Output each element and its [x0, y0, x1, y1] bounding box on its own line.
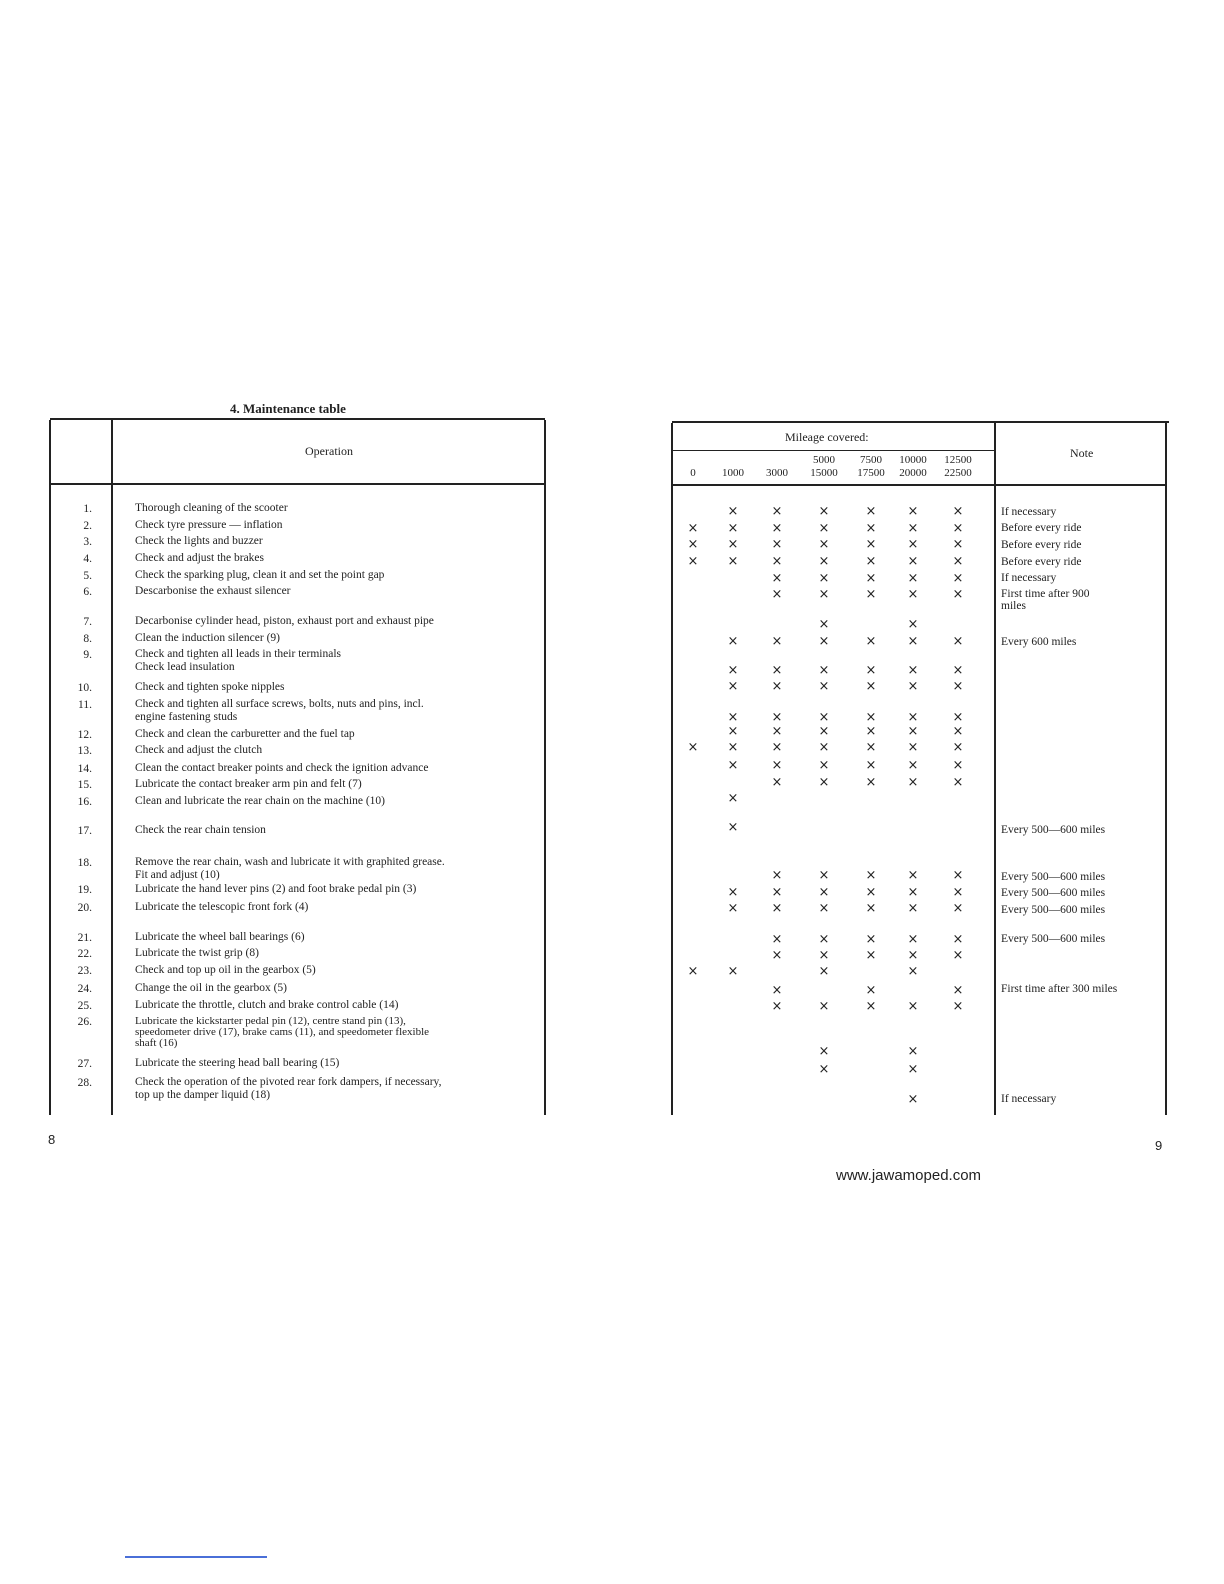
maintenance-mark: × — [865, 983, 877, 998]
maintenance-mark: × — [818, 932, 830, 947]
maintenance-mark: × — [952, 901, 964, 916]
left-right-border — [544, 420, 546, 1115]
maintenance-mark: × — [952, 740, 964, 755]
maintenance-mark: × — [865, 504, 877, 519]
maintenance-mark: × — [771, 571, 783, 586]
row-note: If necessary — [1001, 506, 1057, 518]
operation-number: 17. — [77, 825, 92, 837]
maintenance-mark: × — [865, 885, 877, 900]
maintenance-mark: × — [907, 901, 919, 916]
row-note: If necessary — [1001, 1093, 1057, 1105]
row-note: Every 500—600 miles — [1001, 933, 1106, 945]
maintenance-mark: × — [952, 521, 964, 536]
maintenance-mark: × — [865, 948, 877, 963]
mileage-header: Mileage covered: — [785, 430, 869, 444]
operation-text: Remove the rear chain, wash and lubricate it with graphited grease. — [135, 856, 445, 868]
operation-text: top up the damper liquid (18) — [135, 1088, 271, 1101]
operation-text: Lubricate the kickstarter pedal pin (12), centre stand pin (13), — [135, 1015, 406, 1027]
maintenance-mark: × — [952, 587, 964, 602]
right-right-border — [1165, 423, 1167, 1115]
maintenance-mark: × — [865, 710, 877, 725]
row-note: Before every ride — [1001, 522, 1082, 534]
operation-number: 6. — [83, 586, 92, 598]
maintenance-mark: × — [865, 587, 877, 602]
operation-number: 22. — [77, 948, 92, 960]
operation-number: 9. — [83, 649, 92, 661]
operation-text: Check the sparking plug, clean it and set the point gap — [135, 569, 385, 581]
left-num-divider — [111, 420, 113, 1115]
maintenance-mark: × — [952, 775, 964, 790]
maintenance-mark: × — [907, 948, 919, 963]
operation-number: 1. — [83, 503, 92, 515]
left-header-rule — [50, 483, 545, 485]
maintenance-mark: × — [687, 740, 699, 755]
page-number-right: 9 — [1155, 1138, 1163, 1153]
row-note: Before every ride — [1001, 539, 1082, 551]
mileage-column-bottom: 3000 — [766, 467, 788, 479]
mileage-column-top: 5000 — [813, 454, 835, 466]
operation-number: 13. — [77, 745, 92, 757]
operation-number: 26. — [77, 1016, 92, 1028]
maintenance-mark: × — [818, 964, 830, 979]
operation-text: Clean the induction silencer (9) — [135, 632, 280, 644]
operation-number: 5. — [83, 570, 92, 582]
maintenance-mark: × — [727, 740, 739, 755]
operation-text: Descarbonise the exhaust silencer — [135, 585, 291, 597]
maintenance-mark: × — [865, 758, 877, 773]
maintenance-mark: × — [865, 740, 877, 755]
maintenance-mark: × — [818, 634, 830, 649]
mileage-column-top: 10000 — [899, 454, 927, 466]
maintenance-mark: × — [907, 775, 919, 790]
operation-number: 8. — [83, 633, 92, 645]
website-link[interactable]: www.jawamoped.com — [836, 1167, 982, 1184]
maintenance-mark: × — [771, 983, 783, 998]
maintenance-mark: × — [818, 617, 830, 632]
operation-number: 11. — [78, 699, 92, 711]
operation-header: Operation — [305, 444, 353, 458]
operation-text: Lubricate the twist grip (8) — [135, 947, 259, 959]
row-note: Every 500—600 miles — [1001, 824, 1106, 836]
maintenance-mark: × — [727, 820, 739, 835]
maintenance-mark: × — [771, 775, 783, 790]
note-divider — [994, 423, 996, 1115]
maintenance-mark: × — [818, 504, 830, 519]
maintenance-mark: × — [907, 1092, 919, 1107]
maintenance-mark: × — [818, 724, 830, 739]
maintenance-mark: × — [952, 948, 964, 963]
operation-text: Lubricate the hand lever pins (2) and foot brake pedal pin (3) — [135, 883, 417, 895]
maintenance-mark: × — [907, 571, 919, 586]
operation-text: Check the rear chain tension — [135, 824, 266, 836]
right-header-rule — [672, 484, 1167, 486]
maintenance-mark: × — [907, 679, 919, 694]
right-top-rule — [672, 421, 1169, 423]
maintenance-mark: × — [771, 663, 783, 678]
note-header: Note — [1070, 446, 1094, 460]
operation-text: Check and tighten all leads in their terminals — [135, 648, 341, 660]
maintenance-mark: × — [727, 964, 739, 979]
maintenance-mark: × — [907, 932, 919, 947]
maintenance-mark: × — [771, 554, 783, 569]
maintenance-mark: × — [907, 868, 919, 883]
maintenance-mark: × — [952, 932, 964, 947]
operation-text: engine fastening studs — [135, 710, 238, 723]
operation-number: 24. — [77, 983, 92, 995]
maintenance-mark: × — [771, 587, 783, 602]
maintenance-mark: × — [727, 663, 739, 678]
operation-text: Check and adjust the clutch — [135, 744, 263, 756]
maintenance-mark: × — [818, 901, 830, 916]
maintenance-mark: × — [865, 663, 877, 678]
maintenance-mark: × — [952, 710, 964, 725]
mileage-column-bottom: 15000 — [810, 467, 838, 479]
maintenance-mark: × — [952, 758, 964, 773]
maintenance-mark: × — [907, 964, 919, 979]
maintenance-mark: × — [952, 634, 964, 649]
maintenance-mark: × — [818, 775, 830, 790]
maintenance-mark: × — [771, 868, 783, 883]
operation-number: 12. — [77, 729, 92, 741]
maintenance-mark: × — [907, 634, 919, 649]
row-note: If necessary — [1001, 572, 1057, 584]
maintenance-mark: × — [907, 663, 919, 678]
operation-text: speedometer drive (17), brake cams (11), and speedometer flexible — [135, 1026, 430, 1038]
maintenance-mark: × — [771, 634, 783, 649]
maintenance-mark: × — [818, 587, 830, 602]
row-note: miles — [1001, 600, 1026, 612]
operation-text: Lubricate the telescopic front fork (4) — [135, 901, 309, 913]
maintenance-mark: × — [907, 724, 919, 739]
operation-text: Check tyre pressure — inflation — [135, 519, 283, 531]
operation-text: Clean and lubricate the rear chain on the machine (10) — [135, 795, 386, 807]
maintenance-mark: × — [865, 775, 877, 790]
maintenance-mark: × — [907, 504, 919, 519]
maintenance-mark: × — [907, 554, 919, 569]
maintenance-mark: × — [771, 758, 783, 773]
right-left-border — [671, 423, 673, 1115]
maintenance-mark: × — [907, 537, 919, 552]
operation-text: Check and adjust the brakes — [135, 552, 265, 564]
maintenance-mark: × — [952, 571, 964, 586]
mileage-column-bottom: 20000 — [899, 467, 927, 479]
maintenance-mark: × — [865, 537, 877, 552]
operation-number: 7. — [83, 616, 92, 628]
maintenance-mark: × — [771, 537, 783, 552]
maintenance-mark: × — [727, 758, 739, 773]
maintenance-mark: × — [865, 724, 877, 739]
operation-text: Lubricate the contact breaker arm pin and felt (7) — [135, 778, 362, 790]
row-note: Before every ride — [1001, 556, 1082, 568]
operation-text: Lubricate the throttle, clutch and brake control cable (14) — [135, 999, 399, 1011]
table-title: 4. Maintenance table — [230, 401, 346, 416]
maintenance-mark: × — [771, 710, 783, 725]
operation-text: Lubricate the wheel ball bearings (6) — [135, 931, 305, 943]
maintenance-mark: × — [865, 901, 877, 916]
maintenance-mark: × — [771, 932, 783, 947]
maintenance-mark: × — [771, 885, 783, 900]
maintenance-mark: × — [727, 885, 739, 900]
operation-number: 21. — [77, 932, 92, 944]
maintenance-mark: × — [865, 521, 877, 536]
operation-text: Check and tighten all surface screws, bolts, nuts and pins, incl. — [135, 698, 424, 710]
mileage-column-bottom: 17500 — [857, 467, 885, 479]
operation-text: Check lead insulation — [135, 660, 235, 673]
maintenance-mark: × — [727, 724, 739, 739]
maintenance-mark: × — [687, 554, 699, 569]
mileage-column-top: 12500 — [944, 454, 972, 466]
operation-number: 16. — [77, 796, 92, 808]
maintenance-mark: × — [818, 999, 830, 1014]
maintenance-mark: × — [687, 964, 699, 979]
maintenance-mark: × — [818, 554, 830, 569]
maintenance-mark: × — [952, 983, 964, 998]
operation-number: 14. — [77, 763, 92, 775]
mileage-column-top: 7500 — [860, 454, 882, 466]
operation-text: Clean the contact breaker points and check the ignition advance — [135, 762, 429, 774]
maintenance-mark: × — [727, 710, 739, 725]
maintenance-mark: × — [818, 1062, 830, 1077]
operation-number: 3. — [83, 536, 92, 548]
maintenance-mark: × — [818, 758, 830, 773]
maintenance-mark: × — [865, 679, 877, 694]
operation-text: Fit and adjust (10) — [135, 868, 220, 881]
maintenance-mark: × — [952, 554, 964, 569]
mileage-subrule — [672, 450, 994, 451]
operation-number: 2. — [83, 520, 92, 532]
maintenance-mark: × — [818, 948, 830, 963]
maintenance-mark: × — [865, 634, 877, 649]
maintenance-mark: × — [907, 1062, 919, 1077]
operation-number: 25. — [77, 1000, 92, 1012]
maintenance-mark: × — [818, 663, 830, 678]
maintenance-mark: × — [818, 1044, 830, 1059]
maintenance-mark: × — [727, 504, 739, 519]
maintenance-mark: × — [818, 740, 830, 755]
mileage-column-bottom: 1000 — [722, 467, 744, 479]
maintenance-mark: × — [818, 521, 830, 536]
operation-text: Lubricate the steering head ball bearing (15) — [135, 1057, 340, 1069]
maintenance-mark: × — [818, 571, 830, 586]
maintenance-mark: × — [952, 504, 964, 519]
maintenance-mark: × — [907, 999, 919, 1014]
maintenance-mark: × — [771, 740, 783, 755]
maintenance-mark: × — [727, 901, 739, 916]
operation-text: Check and clean the carburetter and the fuel tap — [135, 728, 355, 740]
operation-number: 4. — [83, 553, 92, 565]
maintenance-mark: × — [771, 999, 783, 1014]
operation-number: 20. — [77, 902, 92, 914]
maintenance-mark: × — [865, 868, 877, 883]
row-note: First time after 900 — [1001, 588, 1090, 600]
maintenance-mark: × — [818, 537, 830, 552]
operation-text: Check and tighten spoke nipples — [135, 681, 285, 693]
operation-text: Check the lights and buzzer — [135, 535, 263, 547]
operation-text: Change the oil in the gearbox (5) — [135, 982, 288, 994]
maintenance-mark: × — [952, 724, 964, 739]
maintenance-mark: × — [865, 999, 877, 1014]
row-note: Every 600 miles — [1001, 636, 1077, 648]
operation-number: 18. — [77, 857, 92, 869]
maintenance-mark: × — [818, 710, 830, 725]
maintenance-mark: × — [907, 617, 919, 632]
row-note: Every 500—600 miles — [1001, 887, 1106, 899]
maintenance-mark: × — [907, 521, 919, 536]
maintenance-mark: × — [952, 999, 964, 1014]
maintenance-mark: × — [907, 885, 919, 900]
operation-text: Check the operation of the pivoted rear fork dampers, if necessary, — [135, 1076, 442, 1088]
maintenance-mark: × — [727, 634, 739, 649]
maintenance-mark: × — [771, 504, 783, 519]
maintenance-mark: × — [771, 679, 783, 694]
row-note: First time after 300 miles — [1001, 983, 1118, 995]
maintenance-mark: × — [818, 885, 830, 900]
maintenance-mark: × — [907, 1044, 919, 1059]
maintenance-mark: × — [727, 537, 739, 552]
operation-text: Decarbonise cylinder head, piston, exhaust port and exhaust pipe — [135, 615, 434, 627]
maintenance-mark: × — [771, 724, 783, 739]
operation-text: Check and top up oil in the gearbox (5) — [135, 964, 316, 976]
operation-number: 27. — [77, 1058, 92, 1070]
footer-rule — [125, 1556, 267, 1558]
row-note: Every 500—600 miles — [1001, 904, 1106, 916]
maintenance-mark: × — [907, 758, 919, 773]
maintenance-mark: × — [687, 521, 699, 536]
page-number-left: 8 — [48, 1132, 56, 1147]
maintenance-mark: × — [865, 932, 877, 947]
maintenance-mark: × — [865, 571, 877, 586]
operation-number: 10. — [77, 682, 92, 694]
maintenance-mark: × — [727, 791, 739, 806]
row-note: Every 500—600 miles — [1001, 871, 1106, 883]
maintenance-mark: × — [952, 663, 964, 678]
maintenance-mark: × — [907, 740, 919, 755]
operation-number: 15. — [77, 779, 92, 791]
maintenance-mark: × — [952, 537, 964, 552]
operation-number: 23. — [77, 965, 92, 977]
maintenance-mark: × — [818, 868, 830, 883]
mileage-column-bottom: 0 — [690, 467, 696, 479]
operation-text: shaft (16) — [135, 1037, 178, 1049]
maintenance-mark: × — [727, 679, 739, 694]
maintenance-mark: × — [952, 868, 964, 883]
mileage-column-bottom: 22500 — [944, 467, 972, 479]
maintenance-mark: × — [865, 554, 877, 569]
maintenance-mark: × — [771, 948, 783, 963]
maintenance-mark: × — [818, 679, 830, 694]
left-top-rule — [50, 418, 545, 420]
maintenance-mark: × — [687, 537, 699, 552]
maintenance-mark: × — [952, 679, 964, 694]
maintenance-mark: × — [907, 710, 919, 725]
maintenance-mark: × — [727, 554, 739, 569]
operation-text: Thorough cleaning of the scooter — [135, 502, 288, 514]
operation-number: 28. — [77, 1077, 92, 1089]
operation-number: 19. — [77, 884, 92, 896]
maintenance-mark: × — [907, 587, 919, 602]
maintenance-mark: × — [952, 885, 964, 900]
maintenance-mark: × — [771, 521, 783, 536]
left-outer-border — [49, 420, 51, 1115]
maintenance-mark: × — [727, 521, 739, 536]
maintenance-mark: × — [771, 901, 783, 916]
